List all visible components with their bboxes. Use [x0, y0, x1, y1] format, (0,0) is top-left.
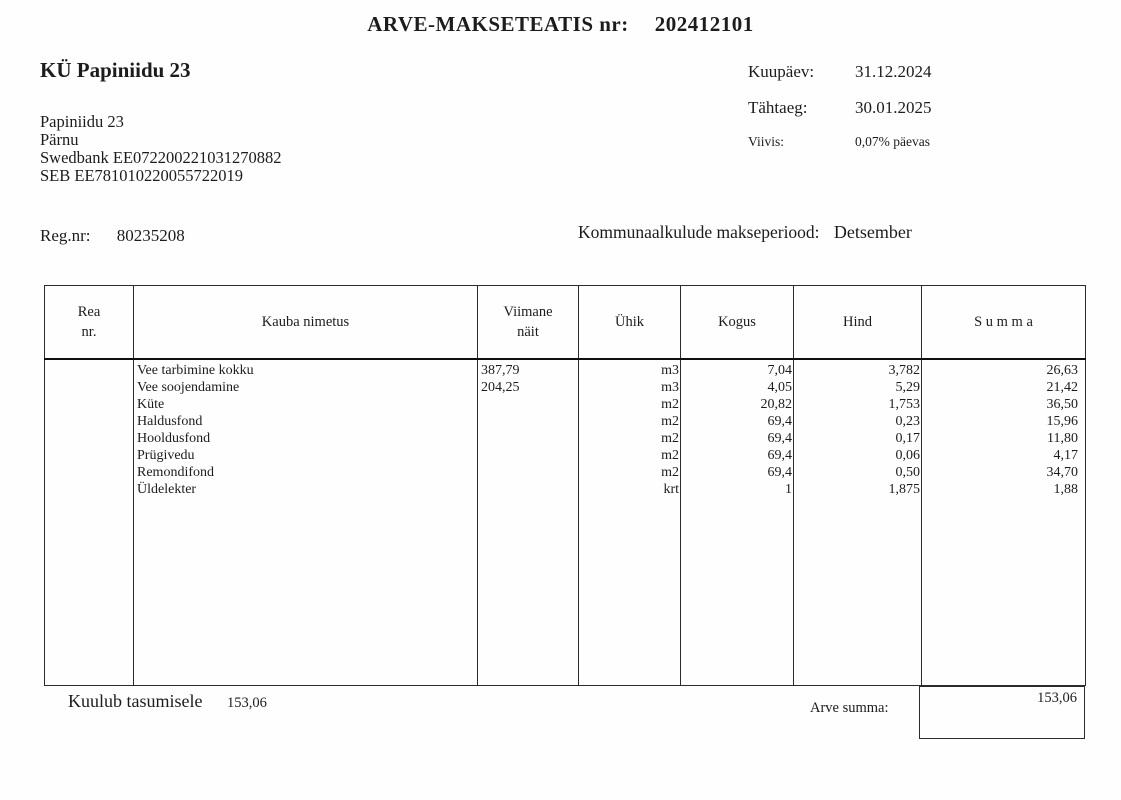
- item-price: 0,17: [895, 430, 920, 446]
- item-sum: 34,70: [1046, 464, 1078, 480]
- column-rea-nr: [45, 359, 134, 686]
- address-line: Papiniidu 23: [40, 112, 124, 131]
- period-value: Detsember: [833, 222, 912, 242]
- item-price: 0,50: [895, 464, 920, 480]
- item-sum: 11,80: [1047, 430, 1078, 446]
- item-unit: krt: [663, 481, 679, 497]
- item-unit: m3: [661, 362, 679, 378]
- header-yhik: Ühik: [579, 286, 681, 359]
- penalty-label: Viivis:: [748, 134, 784, 149]
- period-label: Kommunaalkulude makseperiood:: [578, 222, 820, 242]
- item-last-reading: [478, 464, 578, 481]
- item-price: 5,29: [895, 379, 920, 395]
- recipient-address: [40, 113, 282, 185]
- header-summa: S u m m a: [922, 286, 1086, 359]
- item-quantity: 69,4: [767, 413, 792, 429]
- penalty-row: [748, 134, 932, 150]
- header-viimane-line1: Viimane: [503, 303, 553, 320]
- item-name: Remondifond: [137, 464, 214, 480]
- item-last-reading: [478, 413, 578, 430]
- column-kauba-nimetus: [134, 359, 478, 686]
- payable-label: Kuulub tasumisele: [68, 691, 203, 711]
- item-quantity: 7,04: [767, 362, 792, 378]
- item-last-reading: [478, 430, 578, 447]
- payable-value: 153,06: [226, 695, 267, 711]
- column-hind: [794, 359, 922, 686]
- item-quantity: 69,4: [767, 430, 792, 446]
- item-quantity: 4,05: [767, 379, 792, 395]
- item-last-reading: 387,79: [481, 362, 520, 378]
- item-sum: 26,63: [1046, 362, 1078, 378]
- header-hind: Hind: [794, 286, 922, 359]
- item-quantity: 20,82: [760, 396, 792, 412]
- item-name: Prügivedu: [137, 447, 195, 463]
- header-kogus: Kogus: [681, 286, 794, 359]
- charges-table: [44, 285, 1086, 686]
- header-rea-line2: nr.: [81, 323, 97, 340]
- item-name: Vee soojendamine: [137, 379, 240, 395]
- header-kauba-nimetus: Kauba nimetus: [134, 286, 478, 359]
- item-sum: 4,17: [1053, 447, 1078, 463]
- item-name: Vee tarbimine kokku: [137, 362, 254, 378]
- item-price: 0,23: [895, 413, 920, 429]
- item-quantity: 69,4: [767, 464, 792, 480]
- item-sum: 21,42: [1046, 379, 1078, 395]
- invoice-number: 202412101: [654, 12, 754, 36]
- header-rea-line1: Rea: [77, 303, 101, 320]
- column-viimane-nait: [478, 359, 579, 686]
- item-price: 1,753: [888, 396, 920, 412]
- item-unit: m2: [661, 430, 679, 446]
- item-sum: 15,96: [1046, 413, 1078, 429]
- invoice-total-value: 153,06: [1037, 690, 1077, 706]
- penalty-value: 0,07% päevas: [855, 134, 930, 149]
- recipient-block: [40, 58, 282, 185]
- item-price: 0,06: [895, 447, 920, 463]
- due-date-row: [748, 98, 932, 118]
- dates-block: [748, 62, 932, 166]
- item-price: 1,875: [888, 481, 920, 497]
- due-date-label: Tähtaeg:: [748, 98, 808, 117]
- column-yhik: [579, 359, 681, 686]
- period-row: [578, 222, 912, 243]
- item-unit: m2: [661, 447, 679, 463]
- document-title: [0, 12, 1121, 37]
- item-quantity: 1: [785, 481, 792, 497]
- invoice-total-box: [919, 686, 1085, 739]
- item-unit: m3: [661, 379, 679, 395]
- item-name: Haldusfond: [137, 413, 203, 429]
- item-unit: m2: [661, 464, 679, 480]
- date-value: 31.12.2024: [855, 62, 932, 81]
- recipient-name: KÜ Papiniidu 23: [40, 58, 191, 82]
- address-line: Pärnu: [40, 130, 79, 149]
- payable-row: [68, 691, 267, 712]
- item-sum: 1,88: [1053, 481, 1078, 497]
- address-line: SEB EE781010220055722019: [40, 166, 244, 185]
- column-kogus: [681, 359, 794, 686]
- table-header-row: [45, 286, 1086, 359]
- regnr-value: 80235208: [116, 226, 185, 245]
- item-name: Küte: [137, 396, 165, 412]
- item-unit: m2: [661, 413, 679, 429]
- item-last-reading: 204,25: [481, 379, 520, 395]
- address-line: Swedbank EE072200221031270882: [40, 148, 282, 167]
- item-name: Hooldusfond: [137, 430, 211, 446]
- item-name: Üldelekter: [137, 481, 197, 497]
- regnr-row: [40, 226, 185, 246]
- header-rea-nr: [45, 286, 134, 359]
- date-row: [748, 62, 932, 82]
- due-date-value: 30.01.2025: [855, 98, 932, 117]
- item-price: 3,782: [888, 362, 920, 378]
- date-label: Kuupäev:: [748, 62, 815, 81]
- item-last-reading: [478, 396, 578, 413]
- header-viimane-nait: [478, 286, 579, 359]
- invoice-total-label: Arve summa:: [810, 700, 889, 716]
- item-unit: m2: [661, 396, 679, 412]
- document-title-label: ARVE-MAKSETEATIS nr:: [367, 12, 629, 36]
- item-last-reading: [478, 481, 578, 498]
- column-summa: [922, 359, 1086, 686]
- table-body-row: [45, 359, 1086, 686]
- item-quantity: 69,4: [767, 447, 792, 463]
- item-sum: 36,50: [1046, 396, 1078, 412]
- regnr-label: Reg.nr:: [40, 226, 91, 245]
- header-viimane-line2: näit: [517, 323, 539, 340]
- item-last-reading: [478, 447, 578, 464]
